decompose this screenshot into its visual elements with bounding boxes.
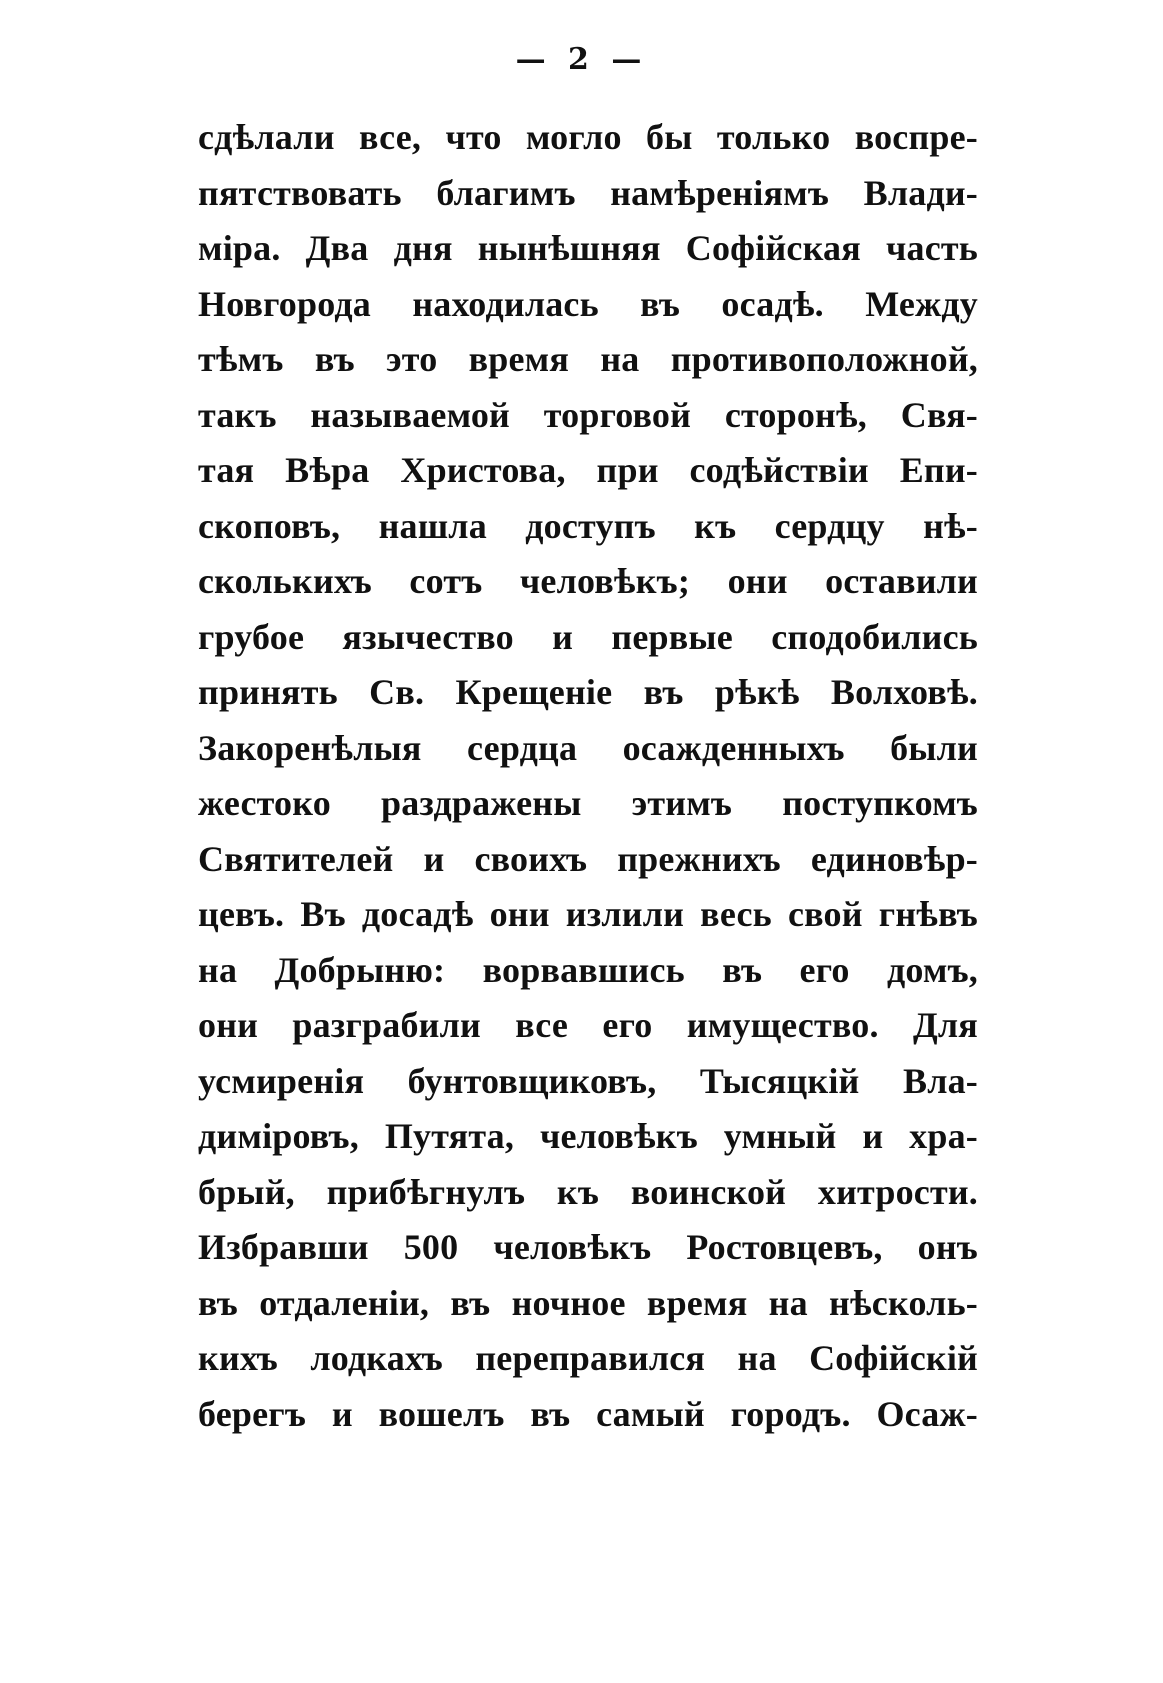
text-line: грубое язычество и первые сподобились (198, 616, 978, 657)
text-line: жестоко раздражены этимъ поступкомъ (198, 783, 978, 823)
text-line: принять Св. Крещеніе въ рѣкѣ Волховѣ. (198, 672, 978, 712)
text-line: Закоренѣлыя сердца осажденныхъ были (198, 727, 978, 768)
text-line: такъ называемой торговой сторонѣ, Свя- (198, 394, 978, 435)
text-line: сколькихъ сотъ человѣкъ; они оставили (198, 561, 978, 601)
text-line: скоповъ, нашла доступъ къ сердцу нѣ- (198, 505, 978, 546)
text-line: усмиренія бунтовщиковъ, Тысяцкій Вла- (198, 1060, 978, 1101)
text-line: Святителей и своихъ прежнихъ единовѣр- (198, 838, 978, 879)
text-line: Избравши 500 человѣкъ Ростовцевъ, онъ (198, 1227, 978, 1267)
text-line: пятствовать благимъ намѣреніямъ Влади- (198, 172, 978, 213)
body-text (198, 110, 978, 1442)
text-line: на Добрыню: ворвавшись въ его домъ, (198, 949, 978, 990)
page-number: — 2 — (515, 42, 648, 77)
text-line: кихъ лодкахъ переправился на Софійскій (198, 1338, 978, 1378)
text-line: міра. Два дня нынѣшняя Софійская часть (198, 228, 978, 268)
text-line: сдѣлали все, что могло бы только воспре- (198, 117, 978, 157)
text-line: тая Вѣра Христова, при содѣйствіи Епи- (198, 450, 978, 490)
text-line: диміровъ, Путята, человѣкъ умный и хра- (198, 1116, 978, 1156)
text-line: въ отдаленіи, въ ночное время на нѣсколь- (198, 1282, 978, 1323)
text-line: цевъ. Въ досадѣ они излили весь свой гнѣвъ (198, 894, 978, 934)
text-line: тѣмъ въ это время на противоположной, (198, 339, 978, 379)
text-line: они разграбили все его имущество. Для (198, 1005, 978, 1045)
text-line: берегъ и вошелъ въ самый городъ. Осаж- (198, 1393, 978, 1434)
text-line: брый, прибѣгнулъ къ воинской хитрости. (198, 1171, 978, 1212)
text-line: Новгорода находилась въ осадѣ. Между (198, 283, 978, 324)
